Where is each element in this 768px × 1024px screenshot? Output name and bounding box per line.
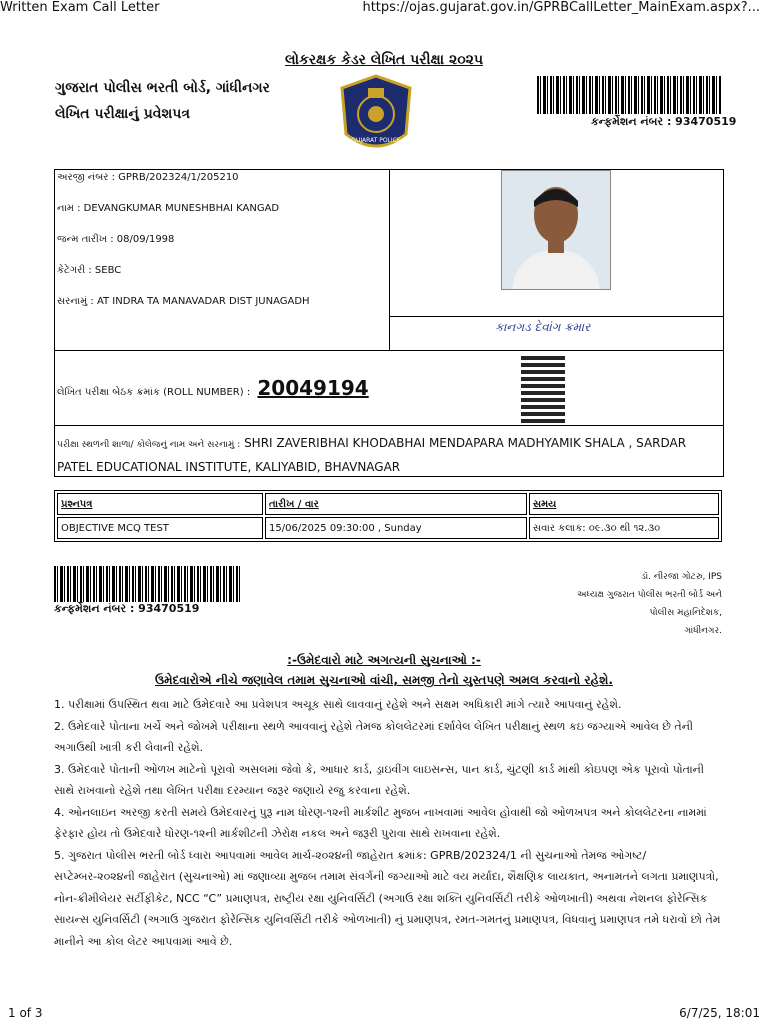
list-item: 3. ઉમેદવારે પોતાની ઓળખ માટેનો પૂરાવો અસલમાં જેવો કે, આધાર કાર્ડ, ડ્રાઇવીંગ લાઇસન્સ, પાન કાર્ડ, ચુંટણી કાર્ડ માંથી કોઇપણ એક પૂરાવો પોતાની સાથે રાખવાનો રહેશે તથા લેખિત પરીક્ષા દરમ્યાન જરૂર જણાયે રજુ કરવાના રહેશે. — [54, 762, 704, 797]
board-name: ગુજરાત પોલીસ ભરતી બોર્ડ, ગાંધીનગર — [55, 80, 270, 96]
page-number: 1 of 3 — [8, 1006, 43, 1020]
print-header — [0, 0, 768, 18]
confirmation-number: કન્ફર્મેશન નંબર : 93470519 — [591, 115, 737, 128]
paper-cell: OBJECTIVE MCQ TEST — [57, 517, 263, 539]
list-item: 2. ઉમેદવારે પોતાના ખર્ચે અને જોખમે પરીક્ષાના સ્થળે આવવાનું રહેશે તેમજ કોલલેટરમાં દર્શાવેલ લેખિત પરીક્ષાનું સ્થળ કઇ જગ્યાએ આવેલ છે તેની અગાઉથી ખાત્રી કરી લેવાની રહેશે. — [54, 719, 694, 754]
signatory-block — [577, 568, 722, 640]
center-label: પરીક્ષા સ્થળની શાળા/ કોલેજનું નામ અને સરનામું : — [57, 440, 241, 450]
list-item: 5. ગુજરાત પોલીસ ભરતી બોર્ડ ધ્વારા આપવામાં આવેલ માર્ચ-૨૦૨૪ની જાહેરાત ક્રમાંક: GPRB/202324/1 ની સુચનાઓ તેમજ ઓગષ્ટ/સપ્ટેમ્બર-૨૦૨૪ની જાહેરાત (સુચનાઓ) માં જણાવ્યા મુજબ તમામ સંવર્ગની જગ્યાઓ માટે વય મર્યાદા, શૈક્ષણિક લાયકાત, અનામતને લગતા પ્રમાણપત્રો, નોન-ક્રીમીલેયર સર્ટીફીકેટ, NCC “C” પ્રમાણપત્ર, રાષ્ટ્રીય રક્ષા યુનિવર્સિટી (અગાઉ રક્ષા શક્તિ યુનિવર્સિટી તરીકે ઓળખાતી) અથવા નેશનલ ફોરેન્સિક સાયન્સ યુનિવર્સિટી (અગાઉ ગુજરાત ફોરેન્સિક યુનિવર્સિટી તરીકે ઓળખાતી) નું પ્રમાણપત્ર, રમત-ગમતનું પ્રમાણપત્ર, વિધવાનું પ્રમાણપત્ર તમે ધરાવો છો તેમ માનીને આ કોલ લેટર આપવામાં આવે છે. — [54, 848, 721, 948]
exam-title: લોકરક્ષક કેડર લેખિત પરીક્ષા ૨૦૨૫ — [284, 52, 484, 68]
logo-text: GUJARAT POLICE — [351, 137, 401, 144]
date-of-birth: જન્મ તારીખ : 08/09/1998 — [57, 234, 175, 245]
signatory-line: અધ્યક્ષ ગુજરાત પોલીસ ભરતી બોર્ડ અને — [577, 590, 722, 600]
date-cell: 15/06/2025 09:30:00 , Sunday — [265, 517, 527, 539]
signatory-line: ડૉ. નીરજા ગોટરુ, IPS — [640, 572, 722, 582]
candidate-details-box — [54, 169, 724, 477]
header-date: તારીખ / વાર — [265, 493, 527, 515]
instructions-list — [54, 694, 724, 952]
candidate-name: નામ : DEVANGKUMAR MUNESHBHAI KANGAD — [57, 203, 280, 214]
confirmation-number-bottom: કન્ફર્મેશન નંબર : 93470519 — [54, 602, 200, 615]
address: સરનામું : AT INDRA TA MANAVADAR DIST JUNAGADH — [57, 296, 310, 307]
police-logo-icon — [340, 74, 412, 158]
table-row — [57, 517, 719, 539]
instructions-subtitle: ઉમેદવારોએ નીચે જણાવેલ તમામ સુચનાઓ વાંચી, સમજી તેનો ચુસ્તપણે અમલ કરવાનો રહેશે. — [155, 673, 613, 687]
list-item: 4. ઓનલાઇન અરજી કરતી સમયે ઉમેદવારનું પુરૂ નામ ધોરણ-૧૨ની માર્કશીટ મુજબ નાખવામાં આવેલ હોવાથી જો ઓળખપત્ર અને કોલલેટરના નામમાં ફેરફાર હોય તો ઉમેદવારે ધોરણ-૧૨ની માર્કશીટની ઝેરોક્ષ નકલ અને જરૂરી પુરાવા સાથે રાખવાના રહેશે. — [54, 805, 707, 840]
document-subtitle: લેખિત પરીક્ષાનું પ્રવેશપત્ર — [55, 106, 190, 122]
instructions-title: :-ઉમેદવારો માટે અગત્યની સુચનાઓ :- — [287, 653, 481, 667]
print-timestamp: 6/7/25, 18:01 — [679, 1006, 760, 1020]
roll-label: લેખિત પરીક્ષા બેઠક ક્રમાંક (ROLL NUMBER) : — [57, 387, 251, 398]
candidate-photo — [501, 170, 611, 290]
print-url: https://ojas.gujarat.gov.in/GPRBCallLetter_MainExam.aspx?... — [362, 0, 760, 15]
center-value: SHRI ZAVERIBHAI KHODABHAI MENDAPARA MADHYAMIK SHALA , SARDAR PATEL EDUCATIONAL INSTITUTE, KALIYABID, BHAVNAGAR — [57, 436, 687, 474]
print-footer — [0, 1006, 768, 1024]
candidate-signature: કાનગડ દેવાંગ ક્રમાર — [495, 320, 591, 334]
barcode-icon — [54, 566, 242, 602]
time-cell: સવાર કલાક: ૦૯.૩૦ થી ૧૨.૩૦ — [529, 517, 719, 539]
signatory-line: ગાંધીનગર. — [684, 626, 722, 636]
barcode-icon — [537, 76, 722, 114]
roll-number: 20049194 — [257, 376, 369, 400]
schedule-table — [54, 490, 722, 542]
header-time: સમય — [529, 493, 719, 515]
roll-number-row — [57, 376, 369, 400]
qr-code-icon — [521, 353, 565, 423]
table-header-row — [57, 493, 719, 515]
category: કેટેગરી : SEBC — [57, 265, 122, 276]
signatory-line: પોલીસ મહાનિદેશક, — [649, 608, 722, 618]
header-paper: પ્રશ્નપત્ર — [57, 493, 263, 515]
list-item: 1. પરીક્ષામાં ઉપસ્થિત થવા માટે ઉમેદવારે આ પ્રવેશપત્ર અચૂક સાથે લાવવાનું રહેશે અને સક્ષમ અધિકારી માંગે ત્યારે આપવાનું રહેશે. — [54, 698, 622, 711]
exam-center — [57, 432, 707, 478]
application-number: અરજી નંબર : GPRB/202324/1/205210 — [57, 172, 239, 183]
print-title: Written Exam Call Letter — [0, 0, 160, 15]
